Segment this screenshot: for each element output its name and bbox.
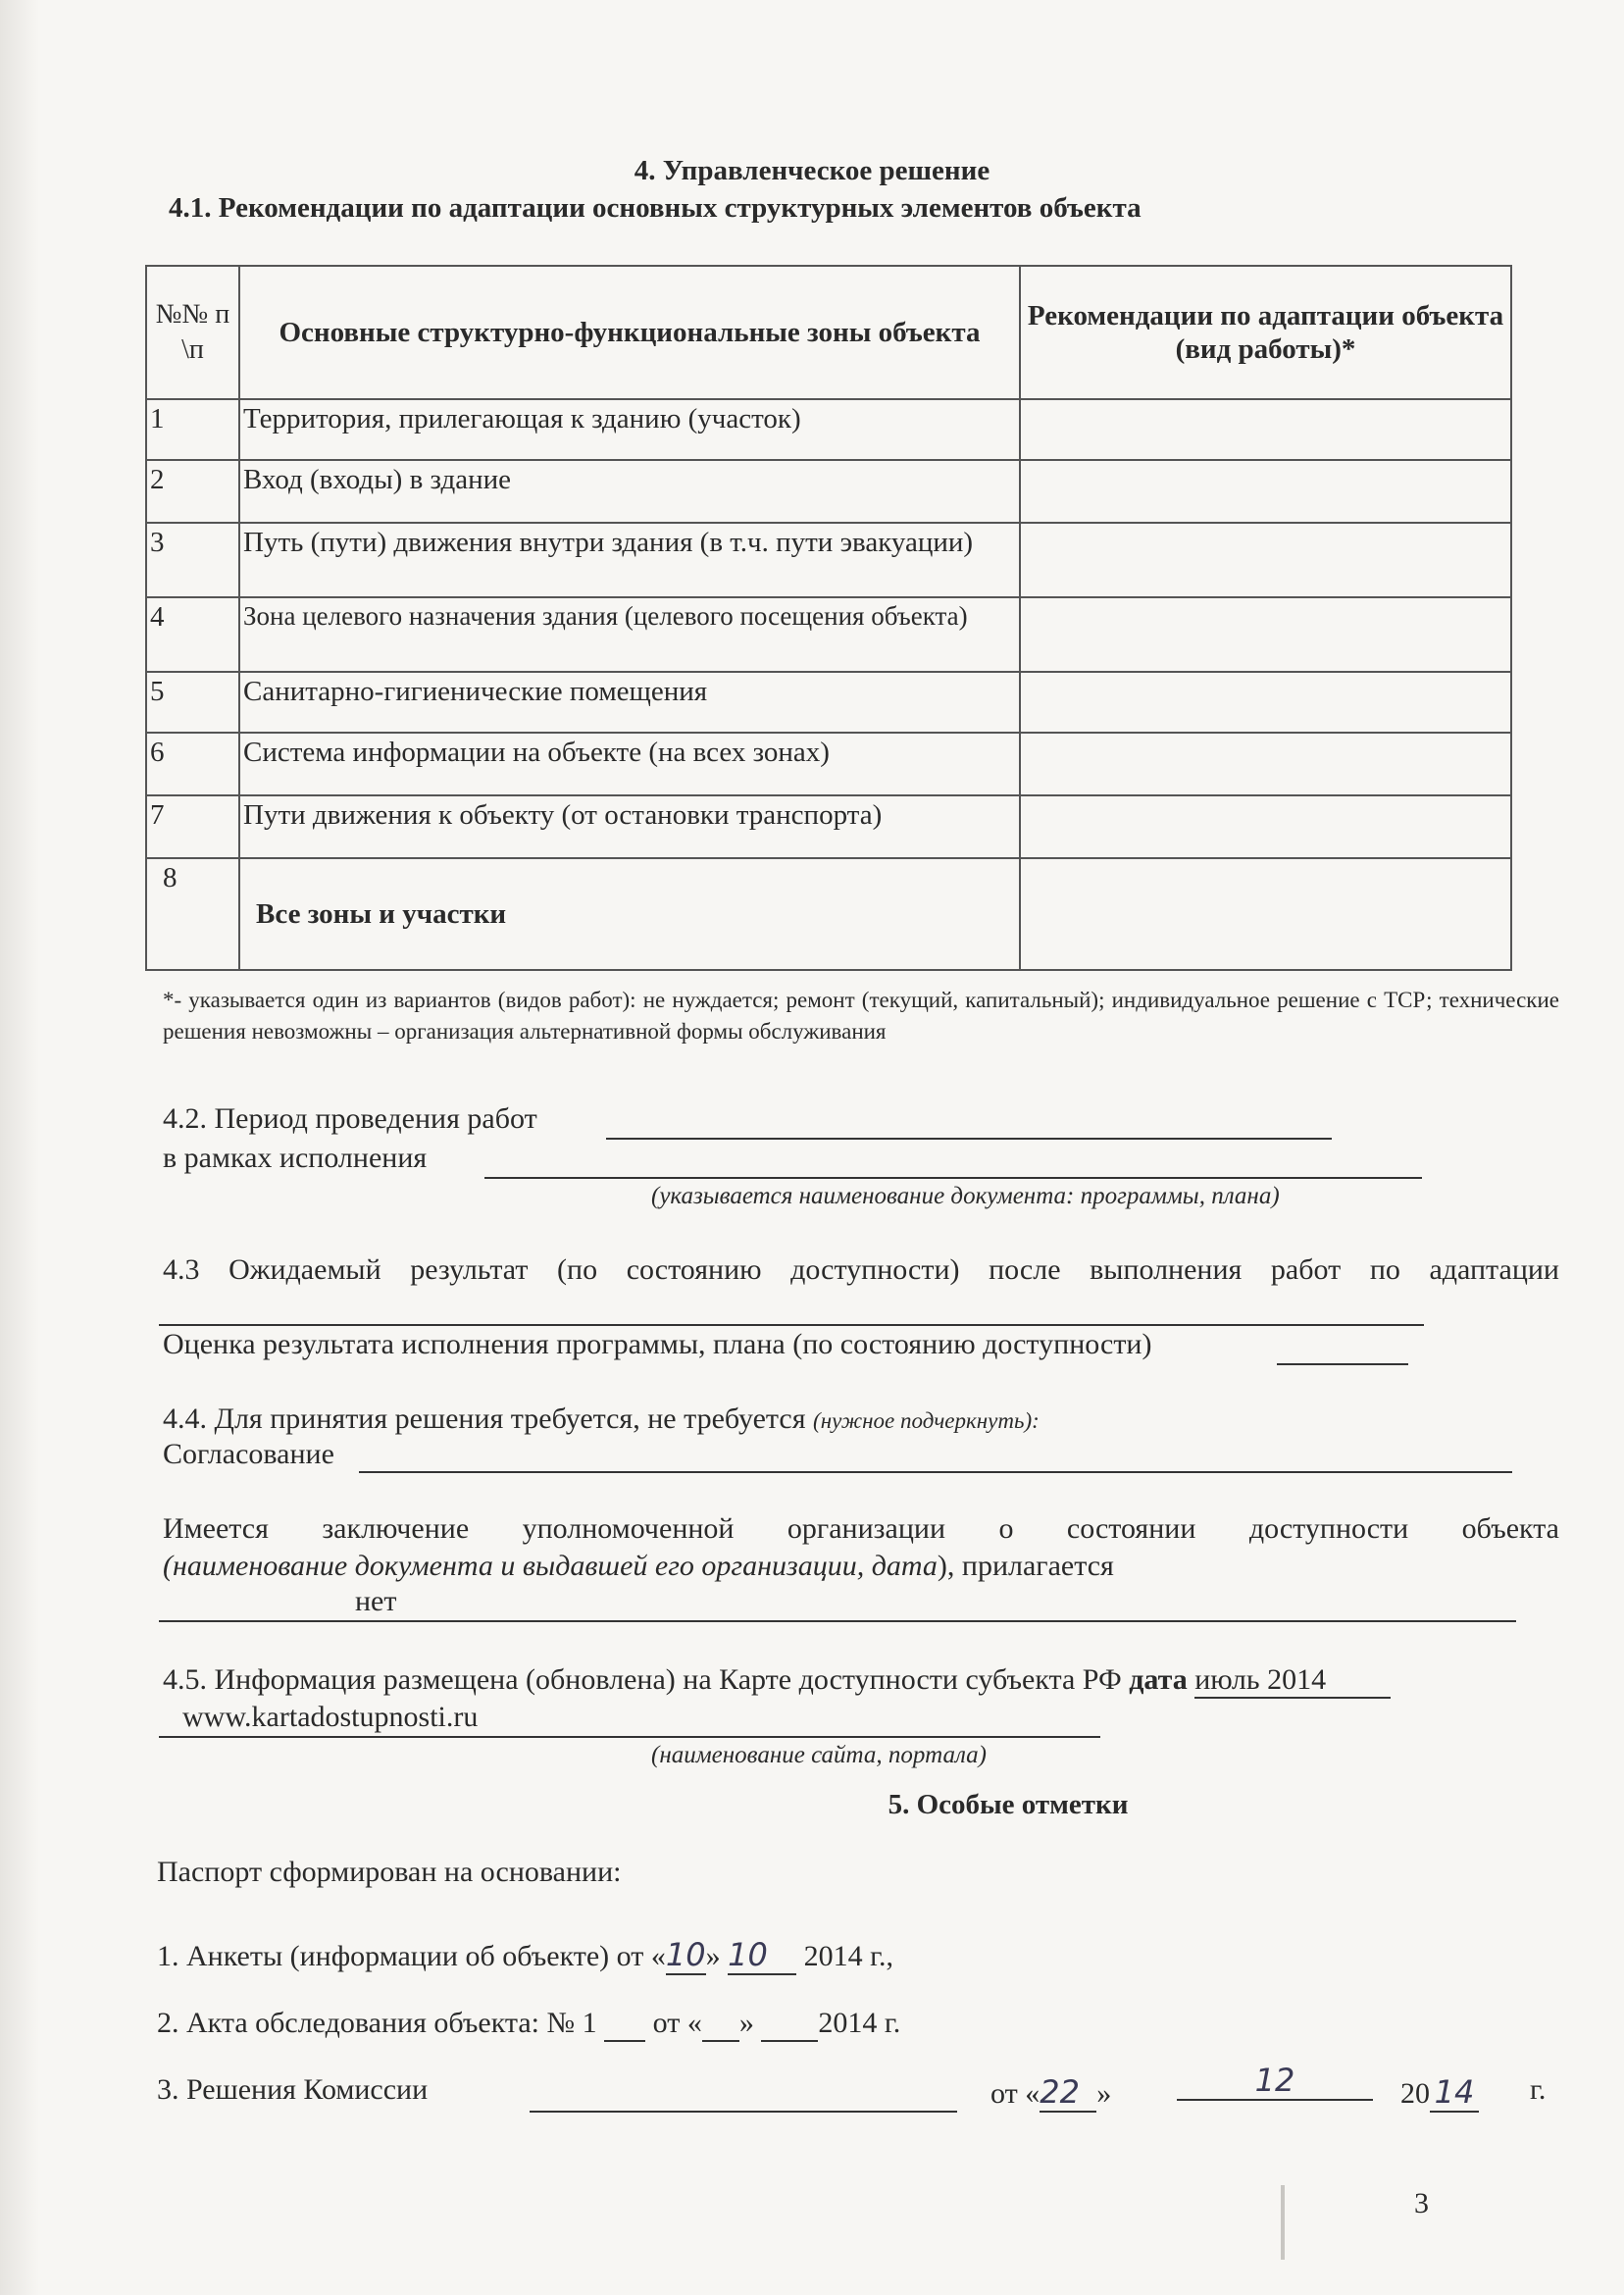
- s44-hint: (нужное подчеркнуть):: [813, 1408, 1040, 1433]
- row-recommendation: [1020, 672, 1511, 733]
- s44-approval-field: [359, 1471, 1512, 1473]
- row-number: 4: [146, 597, 239, 672]
- row-number: 2: [146, 460, 239, 523]
- row-recommendation: [1020, 858, 1511, 970]
- row-zone: Вход (входы) в здание: [239, 460, 1020, 523]
- table-row: [146, 597, 1511, 672]
- s43-result-field: [159, 1324, 1424, 1326]
- item-2-day-field: [702, 2007, 739, 2042]
- s43-expected-result: 4.3 Ожидаемый результат (по состоянию доступности) после выполнения работ по адаптации: [163, 1253, 1559, 1286]
- row-number: 6: [146, 733, 239, 795]
- row-zone: Зона целевого назначения здания (целевого посещения объекта): [239, 597, 1020, 672]
- item-3-century: 20: [1400, 2077, 1430, 2110]
- row-number: 1: [146, 399, 239, 460]
- page-number: 3: [1414, 2187, 1429, 2219]
- table-row: [146, 460, 1511, 523]
- item-3-date: [990, 2073, 1111, 2113]
- row-recommendation: [1020, 795, 1511, 858]
- item-2-inspection-act: [157, 2007, 900, 2042]
- table-row: [146, 733, 1511, 795]
- table-row: [146, 399, 1511, 460]
- s42-period-label: 4.2. Период проведения работ: [163, 1102, 537, 1135]
- s42-framework-label: в рамках исполнения: [163, 1142, 428, 1174]
- s44-approval-label: Согласование: [163, 1438, 334, 1470]
- row-zone: Путь (пути) движения внутри здания (в т.ч. пути эвакуации): [239, 523, 1020, 597]
- header-recommendations: Рекомендации по адаптации объекта (вид работы)*: [1020, 266, 1511, 399]
- section-5-title: 5. Особые отметки: [888, 1789, 1129, 1820]
- row-number: 3: [146, 523, 239, 597]
- item-2-month-field: [761, 2007, 818, 2042]
- table-footnote: *- указывается один из вариантов (видов работ): не нуждается; ремонт (текущий, капитальный); индивидуальное решение с ТСР; технические решения невозможны – организация альтернативной формы обслуживания: [163, 988, 1559, 1044]
- item-2-from: от «: [652, 2007, 702, 2039]
- item-3-day: 22: [1040, 2073, 1096, 2113]
- item-2-close-quote: »: [738, 2007, 754, 2039]
- scan-edge-shadow: [0, 0, 39, 2295]
- s42-framework-field: [484, 1177, 1422, 1179]
- item-3-commission-label: 3. Решения Комиссии: [157, 2073, 429, 2106]
- section-5-intro: Паспорт сформирован на основании:: [157, 1856, 622, 1888]
- row-recommendation: [1020, 460, 1511, 523]
- row-zone: Пути движения к объекту (от остановки транспорта): [239, 795, 1020, 858]
- row-recommendation: [1020, 597, 1511, 672]
- scan-mark: [1281, 2185, 1285, 2260]
- s45-hint: (наименование сайта, портала): [651, 1742, 987, 1768]
- item-1-prefix: 1. Анкеты (информации об объекте) от «: [157, 1940, 666, 1972]
- adaptation-table: [145, 265, 1512, 971]
- item-3-year-group: [1400, 2073, 1479, 2113]
- row-zone: Санитарно-гигиенические помещения: [239, 672, 1020, 733]
- header-number: №№ п \п: [146, 266, 239, 399]
- item-3-close-quote: »: [1096, 2077, 1112, 2110]
- s42-period-field: [606, 1138, 1332, 1140]
- item-3-month: 12: [1177, 2062, 1373, 2101]
- item-3-year-suffix: г.: [1530, 2073, 1547, 2106]
- item-1-day: 10: [665, 1936, 706, 1973]
- row-recommendation: [1020, 523, 1511, 597]
- s44-conclusion-detail: [163, 1550, 1114, 1583]
- s45-site-line: [159, 1736, 1100, 1738]
- s44-decision-label: [163, 1402, 1040, 1436]
- section-4-title: 4. Управленческое решение: [634, 155, 990, 186]
- row-recommendation: [1020, 733, 1511, 795]
- item-2-prefix: 2. Акта обследования объекта: № 1: [157, 2007, 597, 2039]
- row-zone: Территория, прилегающая к зданию (участок): [239, 399, 1020, 460]
- item-2-number-field: [604, 2007, 645, 2042]
- table-header-row: [146, 266, 1511, 399]
- s44-conclusion-attached: ), прилагается: [937, 1550, 1114, 1582]
- row-zone: Все зоны и участки: [239, 858, 1020, 970]
- table-row: [146, 672, 1511, 733]
- row-number: 7: [146, 795, 239, 858]
- s44-conclusion-italic: (наименование документа и выдавшей его организации, дата: [163, 1550, 938, 1582]
- s44-answer-line: [159, 1620, 1516, 1622]
- s43-evaluation-label: Оценка результата исполнения программы, плана (по состоянию доступности): [163, 1328, 1152, 1360]
- row-number: 5: [146, 672, 239, 733]
- item-2-year: 2014 г.: [818, 2007, 901, 2039]
- item-3-from: от «: [990, 2077, 1040, 2110]
- row-number: 8: [146, 858, 239, 970]
- row-zone: Система информации на объекте (на всех зонах): [239, 733, 1020, 795]
- s45-date-value: июль 2014: [1194, 1663, 1391, 1699]
- s44-conclusion-line: Имеется заключение уполномоченной организации о состоянии доступности объекта: [163, 1512, 1559, 1545]
- s45-date-label: дата: [1129, 1663, 1188, 1696]
- table-row: [146, 858, 1511, 970]
- row-recommendation: [1020, 399, 1511, 460]
- s44-answer: нет: [355, 1585, 397, 1617]
- s43-evaluation-field: [1277, 1363, 1408, 1365]
- header-zones: Основные структурно-функциональные зоны объекта: [239, 266, 1020, 399]
- item-3-year: 14: [1430, 2073, 1479, 2113]
- item-1-close-quote: »: [705, 1940, 721, 1972]
- item-1-year: 2014 г.,: [803, 1940, 894, 1972]
- item-1-questionnaire: [157, 1936, 893, 1975]
- item-3-commission-field: [530, 2111, 957, 2113]
- item-1-month: 10: [728, 1936, 796, 1975]
- s42-hint: (указывается наименование документа: программы, плана): [651, 1183, 1280, 1209]
- s45-map-info: [163, 1663, 1391, 1699]
- s45-map-text: 4.5. Информация размещена (обновлена) на Карте доступности субъекта РФ: [163, 1663, 1122, 1696]
- section-4-1-subtitle: 4.1. Рекомендации по адаптации основных структурных элементов объекта: [169, 192, 1142, 224]
- s45-site: www.kartadostupnosti.ru: [182, 1701, 479, 1733]
- table-row: [146, 523, 1511, 597]
- table-row: [146, 795, 1511, 858]
- s44-decision-text: 4.4. Для принятия решения требуется, не требуется: [163, 1402, 806, 1435]
